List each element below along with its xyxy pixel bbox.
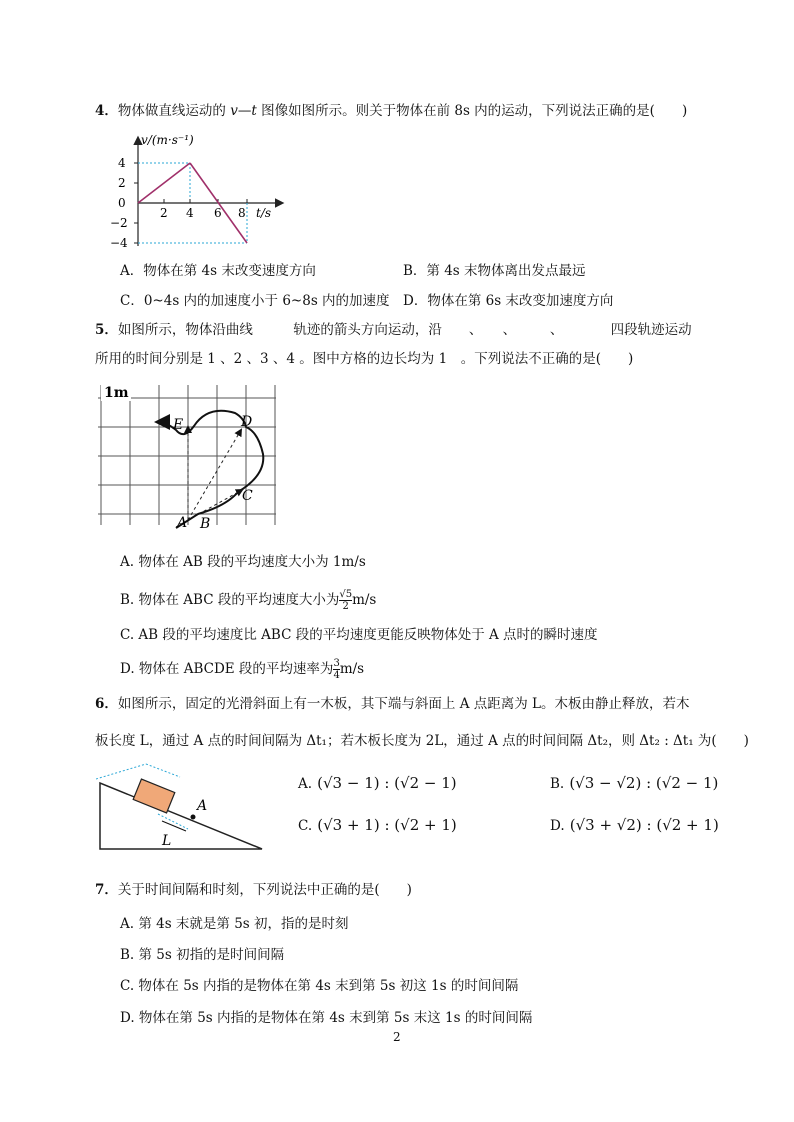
q5-option-d[interactable] — [120, 657, 364, 681]
q7-number: 7． — [95, 882, 118, 898]
q4-option-c[interactable]: C．0~4s 内的加速度小于 6~8s 内的加速度 — [120, 293, 390, 309]
q6-number: 6． — [95, 696, 118, 712]
q5-point-c: C — [242, 488, 253, 504]
q5-number: 5． — [95, 322, 118, 338]
q4-ytick-m4: −4 — [110, 236, 128, 250]
q6-option-b[interactable] — [550, 773, 718, 792]
q4-stem-t: t — [251, 103, 257, 119]
q5-option-b-numerator: √5 — [339, 589, 353, 600]
q6-line1-text: 如图所示，固定的光滑斜面上有一木板，其下端与斜面上 A 点距离为 L。木板由静止释放，若木 — [117, 696, 690, 712]
q6-option-a[interactable] — [298, 773, 457, 792]
q6-stem-line2: 板长度 L，通过 A 点的时间间隔为 Δt₁；若木板长度为 2L，通过 A 点的时间间隔 Δt₂，则 Δt₂ : Δt₁ 为( ) — [95, 733, 749, 749]
q5-option-b[interactable] — [120, 588, 376, 612]
q4-ytick-m2: −2 — [110, 216, 128, 230]
q4-ytick-4: 4 — [118, 156, 126, 170]
q4-y-label: v/(m·s⁻¹) — [141, 133, 194, 147]
q6-guide-side — [146, 764, 180, 777]
q4-option-b[interactable]: B．第 4s 末物体离出发点最远 — [403, 263, 586, 279]
q6-point-a-dot — [191, 815, 196, 820]
q7-option-b[interactable]: B. 第 5s 初指的是时间间隔 — [120, 947, 285, 963]
q5-grid-lines — [98, 385, 276, 525]
q7-stem-text: 关于时间间隔和时刻，下列说法中正确的是( ) — [117, 882, 412, 898]
q5-option-b-fraction — [339, 589, 352, 612]
q6-incline — [100, 783, 262, 849]
q6-stem-line1 — [95, 694, 690, 714]
q5-point-a: A — [177, 515, 188, 530]
q5-option-b-denominator: 2 — [342, 601, 349, 612]
q6-guide-top — [96, 764, 146, 779]
q5-option-b-text: B. 物体在 ABC 段的平均速度大小为 — [120, 592, 340, 608]
q4-xtick-2: 2 — [160, 206, 168, 220]
q6-option-a-label: A. — [298, 776, 313, 792]
q7-option-d[interactable]: D. 物体在第 5s 内指的是物体在第 4s 末到第 5s 末这 1s 的时间间隔 — [120, 1010, 533, 1026]
q6-incline-figure — [96, 763, 268, 853]
q4-stem-dash: — — [237, 103, 252, 119]
q6-option-c-expr: (√3 + 1) : (√2 + 1) — [317, 816, 457, 834]
q4-ytick-2: 2 — [118, 176, 126, 190]
q4-x-label: t/s — [256, 206, 272, 220]
q5-point-e: E — [173, 417, 184, 433]
q5-option-b-unit: m/s — [352, 592, 377, 608]
q6-option-c[interactable] — [298, 815, 457, 834]
q5-stem-line1 — [95, 320, 692, 340]
q5-displacements — [188, 427, 242, 520]
q6-option-b-expr: (√3 − √2) : (√2 − 1) — [569, 774, 719, 792]
q6-l-label: L — [162, 833, 172, 849]
q4-option-a[interactable]: A．物体在第 4s 末改变速度方向 — [120, 263, 316, 279]
q7-option-a[interactable]: A. 第 4s 末就是第 5s 初，指的是时刻 — [120, 916, 349, 932]
q5-option-d-numerator: 3 — [333, 658, 340, 669]
q6-option-d-label: D. — [550, 818, 565, 834]
q5-option-a[interactable]: A. 物体在 AB 段的平均速度大小为 1m/s — [120, 554, 366, 570]
q4-stem-b: 图像如图所示。则关于物体在前 8s 内的运动，下列说法正确的是( ) — [256, 103, 688, 119]
q5-option-d-text: D. 物体在 ABCDE 段的平均速率为 — [120, 661, 334, 677]
q6-option-a-expr: (√3 − 1) : (√2 − 1) — [317, 774, 457, 792]
q4-segment-accel — [138, 163, 190, 203]
q4-vt-graph — [110, 128, 290, 253]
q5-option-c[interactable]: C. AB 段的平均速度比 ABC 段的平均速度更能反映物体处于 A 点时的瞬时速度 — [120, 627, 598, 643]
q4-number: 4． — [95, 103, 118, 119]
q5-stem-line2: 所用的时间分别是 1 、2 、3 、4 。图中方格的边长均为 1 。下列说法不正确的是( ) — [95, 351, 634, 367]
q7-option-c[interactable]: C. 物体在 5s 内指的是物体在第 4s 末到第 5s 初这 1s 的时间间隔 — [120, 978, 519, 994]
q4-stem — [95, 101, 687, 121]
q4-xtick-4: 4 — [186, 206, 194, 220]
q4-stem-v: v — [230, 103, 238, 119]
q4-xtick-6: 6 — [214, 206, 222, 220]
q4-option-d[interactable]: D．物体在第 6s 末改变加速度方向 — [403, 293, 614, 309]
q4-stem-a: 物体做直线运动的 — [117, 103, 231, 119]
q6-option-d-expr: (√3 + √2) : (√2 + 1) — [569, 816, 719, 834]
q4-xtick-8: 8 — [238, 206, 246, 220]
q6-option-c-label: C. — [298, 818, 313, 834]
q7-stem — [95, 880, 412, 900]
q6-option-d[interactable] — [550, 815, 719, 834]
q5-point-b: B — [200, 516, 211, 530]
q6-point-a: A — [197, 798, 208, 814]
q5-grid-figure — [98, 380, 278, 530]
page-number: 2 — [393, 1030, 401, 1044]
q4-ytick-0: 0 — [118, 196, 126, 210]
q5-option-d-unit: m/s — [339, 661, 365, 677]
q5-point-d: D — [241, 414, 253, 430]
q5-line1-text: 如图所示，物体沿曲线 轨迹的箭头方向运动，沿 、 、 、 四段轨迹运动 — [117, 322, 692, 338]
q5-option-d-denominator: 4 — [333, 670, 340, 681]
q5-grid-label: 1m — [104, 385, 129, 401]
q6-option-b-label: B. — [550, 776, 565, 792]
